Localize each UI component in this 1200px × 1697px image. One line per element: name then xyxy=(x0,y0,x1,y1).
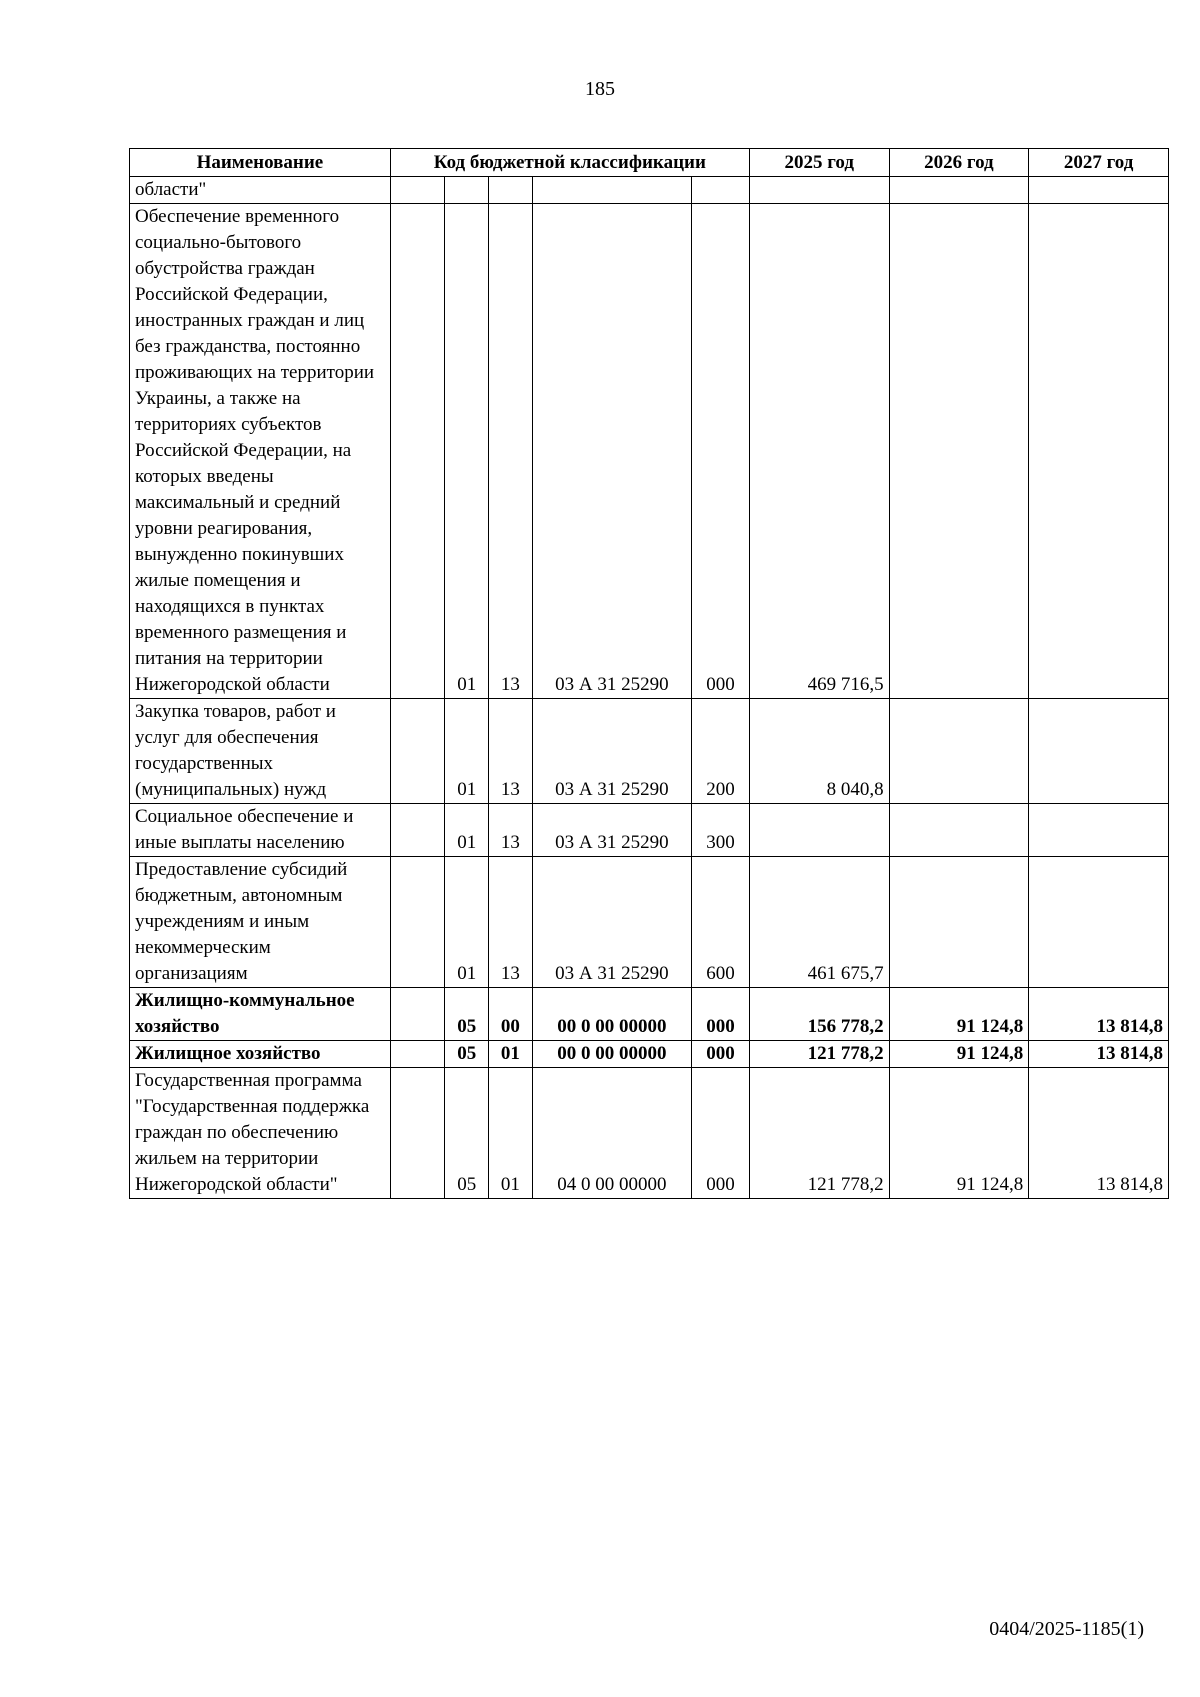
row-csr xyxy=(532,177,691,204)
row-name: Закупка товаров, работ и услуг для обеспечения государственных (муниципальных) нужд xyxy=(130,699,391,804)
row-2027: 13 814,8 xyxy=(1029,1068,1169,1199)
row-pr: 13 xyxy=(489,204,533,699)
row-2027 xyxy=(1029,177,1169,204)
row-ved xyxy=(390,988,445,1041)
table-row xyxy=(130,177,1169,204)
row-vr: 200 xyxy=(692,699,750,804)
row-csr: 03 А 31 25290 xyxy=(532,804,691,857)
row-pr: 13 xyxy=(489,699,533,804)
row-pr: 01 xyxy=(489,1041,533,1068)
row-vr: 000 xyxy=(692,204,750,699)
row-name: Жилищно-коммунальное хозяйство xyxy=(130,988,391,1041)
row-vr: 000 xyxy=(692,1041,750,1068)
row-2025 xyxy=(749,804,889,857)
row-ved xyxy=(390,1041,445,1068)
row-pr xyxy=(489,177,533,204)
table-row xyxy=(130,204,1169,699)
row-2026 xyxy=(889,699,1029,804)
row-2027 xyxy=(1029,204,1169,699)
budget-table xyxy=(129,148,1169,1199)
row-2027 xyxy=(1029,699,1169,804)
row-name: Социальное обеспечение и иные выплаты населению xyxy=(130,804,391,857)
row-name: области" xyxy=(130,177,391,204)
row-ved xyxy=(390,177,445,204)
row-2027: 13 814,8 xyxy=(1029,988,1169,1041)
row-pr: 01 xyxy=(489,1068,533,1199)
row-name: Предоставление субсидий бюджетным, автономным учреждениям и иным некоммерческим организациям xyxy=(130,857,391,988)
row-2026 xyxy=(889,204,1029,699)
row-pr: 00 xyxy=(489,988,533,1041)
table-row xyxy=(130,857,1169,988)
row-2025: 121 778,2 xyxy=(749,1041,889,1068)
page-number: 185 xyxy=(585,78,615,100)
row-rz: 01 xyxy=(445,204,489,699)
row-pr: 13 xyxy=(489,857,533,988)
row-ved xyxy=(390,699,445,804)
row-2025: 469 716,5 xyxy=(749,204,889,699)
row-csr: 04 0 00 00000 xyxy=(532,1068,691,1199)
row-rz: 01 xyxy=(445,804,489,857)
row-2025 xyxy=(749,177,889,204)
table-row xyxy=(130,804,1169,857)
table-row xyxy=(130,699,1169,804)
row-rz: 05 xyxy=(445,1041,489,1068)
table-row xyxy=(130,988,1169,1041)
row-rz: 01 xyxy=(445,699,489,804)
row-ved xyxy=(390,857,445,988)
row-csr: 03 А 31 25290 xyxy=(532,699,691,804)
row-2025: 121 778,2 xyxy=(749,1068,889,1199)
row-csr: 00 0 00 00000 xyxy=(532,1041,691,1068)
row-ved xyxy=(390,1068,445,1199)
row-2026 xyxy=(889,177,1029,204)
row-rz: 01 xyxy=(445,857,489,988)
row-vr: 000 xyxy=(692,988,750,1041)
header-code: Код бюджетной классификации xyxy=(390,149,749,177)
row-name: Обеспечение временного социально-бытового обустройства граждан Российской Федерации, иностранных граждан и лиц без гражданства, постоянно проживающих на территории Украины, а также на территориях субъектов Российской Федерации, на которых введены максимальный и средний уровни реагирования, вынужденно покинувших жилые помещения и находящихся в пунктах временного размещения и питания на территории Нижегородской области xyxy=(130,204,391,699)
row-rz xyxy=(445,177,489,204)
row-2026 xyxy=(889,804,1029,857)
row-rz: 05 xyxy=(445,988,489,1041)
table-row xyxy=(130,1041,1169,1068)
row-vr: 600 xyxy=(692,857,750,988)
row-csr: 03 А 31 25290 xyxy=(532,204,691,699)
row-pr: 13 xyxy=(489,804,533,857)
row-2027 xyxy=(1029,804,1169,857)
header-name: Наименование xyxy=(130,149,391,177)
row-2027 xyxy=(1029,857,1169,988)
row-name: Жилищное хозяйство xyxy=(130,1041,391,1068)
row-2026 xyxy=(889,857,1029,988)
document-code: 0404/2025-1185(1) xyxy=(989,1618,1144,1640)
row-2026: 91 124,8 xyxy=(889,1041,1029,1068)
row-2025: 156 778,2 xyxy=(749,988,889,1041)
row-csr: 00 0 00 00000 xyxy=(532,988,691,1041)
row-rz: 05 xyxy=(445,1068,489,1199)
row-csr: 03 А 31 25290 xyxy=(532,857,691,988)
row-2027: 13 814,8 xyxy=(1029,1041,1169,1068)
row-vr xyxy=(692,177,750,204)
row-2026: 91 124,8 xyxy=(889,988,1029,1041)
row-ved xyxy=(390,204,445,699)
table-row xyxy=(130,1068,1169,1199)
header-2025: 2025 год xyxy=(749,149,889,177)
row-ved xyxy=(390,804,445,857)
table-header-row xyxy=(130,149,1169,177)
row-vr: 000 xyxy=(692,1068,750,1199)
row-2025: 461 675,7 xyxy=(749,857,889,988)
row-2026: 91 124,8 xyxy=(889,1068,1029,1199)
header-2026: 2026 год xyxy=(889,149,1029,177)
row-vr: 300 xyxy=(692,804,750,857)
row-2025: 8 040,8 xyxy=(749,699,889,804)
row-name: Государственная программа "Государственная поддержка граждан по обеспечению жильем на территории Нижегородской области" xyxy=(130,1068,391,1199)
header-2027: 2027 год xyxy=(1029,149,1169,177)
